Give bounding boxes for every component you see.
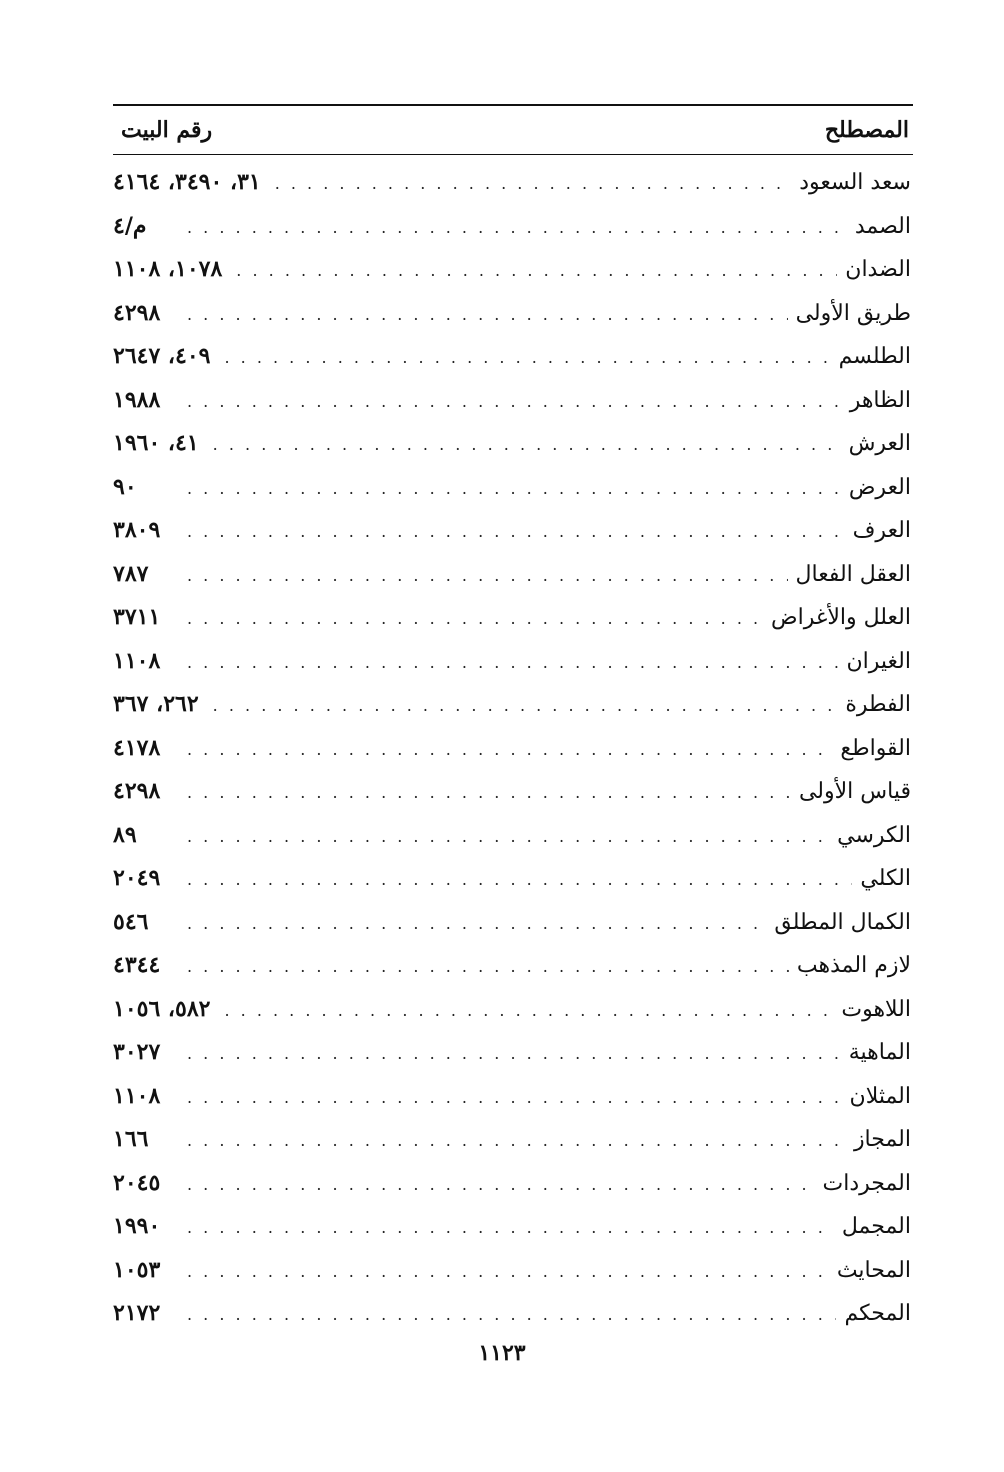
dot-leader: [187, 827, 829, 846]
entry-verse-numbers: ٣٧١١: [113, 604, 161, 630]
entry-verse-numbers: ٧٨٧: [113, 560, 149, 587]
entry-term: العقل الفعال: [795, 561, 911, 587]
entry-term: الكلي: [860, 866, 911, 891]
entry-verse-numbers: ٥٨٢، ١٠٥٦: [113, 995, 211, 1022]
page-number: ١١٢٣: [478, 1340, 526, 1366]
dot-leader: [187, 1262, 829, 1281]
entry-term: العرض: [848, 474, 911, 500]
index-entry: [113, 561, 913, 605]
entry-verse-numbers: ٤٠٩، ٢٦٤٧: [113, 343, 211, 369]
dot-leader: [187, 783, 791, 802]
index-entry: [113, 517, 913, 561]
index-entry: [113, 387, 913, 431]
entry-verse-numbers: ٤١، ١٩٦٠: [113, 430, 199, 456]
index-entry: [113, 256, 913, 300]
index-header: [113, 106, 913, 154]
dot-leader: [187, 1218, 834, 1237]
entry-term: اللاهوت: [841, 996, 911, 1022]
index-entry: [113, 735, 913, 779]
dot-leader: [213, 696, 838, 715]
index-entry: [113, 952, 913, 996]
number-column-header: رقم البيت: [121, 117, 213, 143]
index-entry: [113, 691, 913, 735]
entry-verse-numbers: ١٠٥٣: [113, 1256, 161, 1283]
entry-verse-numbers: ٣٨٠٩: [113, 517, 161, 543]
entry-term: المحايث: [836, 1257, 911, 1283]
dot-leader: [187, 1305, 836, 1324]
entry-verse-numbers: ٣١، ٣٤٩٠، ٤١٦٤: [113, 169, 261, 195]
entry-verse-numbers: ١٠٧٨، ١١٠٨: [113, 256, 223, 282]
dot-leader: [224, 348, 830, 367]
entry-term: الكرسي: [837, 822, 911, 848]
entry-verse-numbers: ١٦٦: [113, 1126, 149, 1152]
index-entry: [113, 996, 913, 1040]
index-entry: [113, 1083, 913, 1127]
index-entry: [113, 604, 913, 648]
entry-term: المحكم: [844, 1301, 911, 1326]
entry-term: المجردات: [822, 1170, 911, 1196]
index-entry: [113, 1039, 913, 1083]
dot-leader: [187, 566, 788, 585]
dot-leader: [187, 1175, 815, 1194]
index-entry: [113, 648, 913, 692]
index-entry: [113, 909, 913, 953]
entry-term: الضدان: [845, 257, 911, 282]
entry-verse-numbers: ١١٠٨: [113, 1082, 161, 1109]
entry-verse-numbers: ٤٢٩٨: [113, 778, 161, 804]
entry-term: المجمل: [841, 1214, 911, 1239]
entry-term: سعد السعود: [799, 170, 911, 195]
entry-verse-numbers: ٤٢٩٨: [113, 299, 161, 326]
entry-term: القواطع: [840, 735, 911, 761]
index-entry: [113, 1126, 913, 1170]
index-entry: [113, 1213, 913, 1257]
dot-leader: [187, 740, 832, 759]
entry-term: المجاز: [853, 1127, 911, 1152]
index-entry: [113, 1170, 913, 1214]
dot-leader: [224, 1001, 833, 1020]
entry-verse-numbers: م/٤: [113, 212, 147, 239]
index-entry: [113, 430, 913, 474]
entry-verse-numbers: ٢٦٢، ٣٦٧: [113, 691, 199, 717]
index-page: [113, 104, 913, 1344]
entry-term: قياس الأولى: [798, 779, 911, 804]
dot-leader: [187, 1088, 842, 1107]
dot-leader: [187, 1044, 841, 1063]
index-entry: [113, 474, 913, 518]
dot-leader: [187, 305, 788, 324]
entry-verse-numbers: ١٩٨٨: [113, 386, 161, 413]
dot-leader: [187, 479, 841, 498]
dot-leader: [187, 218, 847, 237]
index-entry: [113, 865, 913, 909]
index-entry: [113, 1300, 913, 1344]
entry-verse-numbers: ٢٠٤٥: [113, 1169, 161, 1196]
dot-leader: [236, 261, 837, 280]
entry-term: العرش: [848, 431, 911, 456]
index-entry: [113, 822, 913, 866]
entry-term: العلل والأغراض: [770, 605, 911, 630]
entry-term: الطلسم: [838, 344, 911, 369]
dot-leader: [187, 1131, 846, 1150]
dot-leader: [187, 653, 839, 672]
entry-term: لازم المذهب: [796, 953, 911, 978]
index-entry: [113, 778, 913, 822]
entry-verse-numbers: ٩٠: [113, 473, 137, 500]
entry-term: الغيران: [846, 648, 911, 674]
index-entry: [113, 169, 913, 213]
dot-leader: [187, 392, 842, 411]
dot-leader: [275, 174, 791, 193]
entry-verse-numbers: ٤٣٤٤: [113, 952, 161, 978]
dot-leader: [213, 435, 841, 454]
index-entry: [113, 343, 913, 387]
entry-verse-numbers: ٣٠٢٧: [113, 1039, 161, 1065]
entry-term: العرف: [852, 518, 911, 543]
dot-leader: [187, 522, 845, 541]
entry-verse-numbers: ٥٤٦: [113, 908, 149, 935]
index-entry: [113, 213, 913, 257]
entry-verse-numbers: ٤١٧٨: [113, 734, 161, 761]
entry-verse-numbers: ٨٩: [113, 821, 137, 848]
index-entries: [113, 169, 913, 1344]
term-column-header: المصطلح: [824, 117, 909, 143]
dot-leader: [187, 609, 763, 628]
entry-term: الماهية: [848, 1040, 911, 1065]
index-entry: [113, 300, 913, 344]
entry-term: الكمال المطلق: [774, 909, 911, 935]
index-entry: [113, 1257, 913, 1301]
entry-verse-numbers: ١١٠٨: [113, 647, 161, 674]
dot-leader: [187, 914, 766, 933]
entry-term: الصمد: [854, 213, 911, 239]
entry-verse-numbers: ١٩٩٠: [113, 1213, 161, 1239]
dot-leader: [187, 870, 852, 889]
entry-term: طريق الأولى: [795, 300, 911, 326]
entry-verse-numbers: ٢١٧٢: [113, 1300, 161, 1326]
dot-leader: [187, 957, 789, 976]
entry-term: الظاهر: [849, 387, 911, 413]
entry-term: الفطرة: [845, 692, 911, 717]
entry-term: المثلان: [849, 1083, 911, 1109]
entry-verse-numbers: ٢٠٤٩: [113, 865, 161, 891]
header-rule: [113, 154, 913, 155]
